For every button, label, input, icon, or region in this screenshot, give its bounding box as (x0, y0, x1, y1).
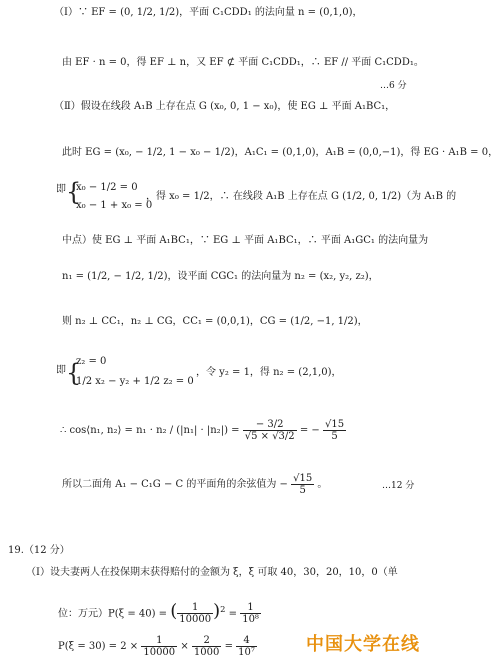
brace-1: { (66, 178, 82, 206)
sys1-eq-a: x₀ − 1/2 = 0 (76, 182, 138, 193)
watermark-logo: 中国大学在线 (306, 634, 420, 655)
cos-middle-den: √5 × √3/2 (244, 431, 295, 442)
part1-score: …6 分 (380, 81, 407, 91)
q19-line3-frac2-num: 2 (192, 635, 221, 647)
final-suffix: 。 (317, 479, 328, 490)
brace-2: { (66, 359, 82, 387)
q19-exponent: 2 (220, 604, 226, 614)
part1-line1: （Ⅰ）∵ EF = (0, 1/2, 1/2)，平面 C₁CDD₁ 的法向量 n = (0,1,0)， (54, 7, 363, 18)
part2-line6: 则 n₂ ⊥ CC₁，n₂ ⊥ CG，CC₁ = (0,0,1)，CG = (1/2, −1, 1/2)， (62, 316, 368, 327)
q19-line2 (58, 594, 261, 629)
part2-score: …12 分 (382, 481, 415, 491)
paren-close: ) (213, 600, 221, 622)
q19-line3-prefix: P(ξ = 30) = 2 × (58, 641, 139, 652)
part2-line2: 此时 EG = (x₀, − 1/2, 1 − x₀ − 1/2)，A₁C₁ = (0,1,0)，A₁B = (0,0,−1)，得 EG · A₁B = 0， (62, 147, 498, 158)
cos-result-num: √15 (324, 419, 345, 430)
q19-line3-result (236, 635, 257, 658)
cos-middle-num: − 3/2 (243, 419, 297, 431)
final-prefix: 所以二面角 A₁ − C₁G − C 的平面角的余弦值为 − (62, 479, 288, 490)
final-den: 5 (299, 485, 306, 496)
cos-middle-fraction (243, 419, 297, 442)
system-label-2: 即 (56, 365, 66, 376)
q19-result-fraction (240, 602, 261, 625)
final-num: √15 (293, 473, 313, 484)
q19-line2-prefix: 位：万元）P(ξ = 40) = (58, 608, 168, 620)
q19-inner-num: 1 (177, 602, 213, 614)
q19-line3-times: × (180, 641, 189, 652)
q19-line3-frac1-den: 10000 (143, 647, 176, 658)
sys2-eq-b: 1/2 x₂ − y₂ + 1/2 z₂ = 0 (76, 376, 194, 387)
q19-result-den: 10⁸ (242, 614, 259, 626)
q19-inner-den: 10000 (179, 614, 212, 626)
cos-prefix: ∴ cos⟨n₁, n₂⟩ = n₁ · n₂ / (|n₁| · |n₂|) = (60, 425, 240, 436)
q19-line3-frac2 (192, 635, 221, 658)
q19-line1: （Ⅰ）设夫妻两人在投保期末获得赔付的金额为 ξ，ξ 可取 40，30，20，10，0（单 (26, 567, 398, 578)
cosine-formula (60, 416, 346, 446)
part2-line4: 中点）使 EG ⊥ 平面 A₁BC₁，∵ EG ⊥ 平面 A₁BC₁，∴ 平面 A₁GC₁ 的法向量为 (62, 235, 429, 246)
cos-result-fraction (323, 419, 346, 442)
q19-line3-result-den: 10⁷ (238, 647, 255, 658)
system-label-1: 即 (56, 184, 66, 195)
cos-result-den: 5 (331, 431, 338, 442)
q19-inner-fraction (177, 602, 213, 625)
q19-result-num: 1 (240, 602, 261, 614)
cos-eq: = − (299, 425, 320, 436)
q19-line3-result-num: 4 (236, 635, 257, 647)
sys1-tail: ，得 x₀ = 1/2，∴ 在线段 A₁B 上存在点 G (1/2, 0, 1/2)（为 A₁B 的 (146, 191, 457, 202)
q19-line3-frac1 (141, 635, 177, 658)
q19-line2-eq: = (228, 608, 238, 620)
part1-line2: 由 EF · n = 0，得 EF ⊥ n，又 EF ⊄ 平面 C₁CDD₁，∴ EF // 平面 C₁CDD₁。 (62, 57, 424, 68)
part2-line1: （Ⅱ）假设在线段 A₁B 上存在点 G (x₀, 0, 1 − x₀)，使 EG ⊥ 平面 A₁BC₁， (54, 101, 396, 112)
sys2-eq-a: z₂ = 0 (76, 356, 107, 367)
final-answer (62, 472, 327, 498)
q19-line3-eq: = (224, 641, 233, 652)
final-fraction (291, 473, 314, 496)
q19-line3-frac2-den: 1000 (193, 647, 220, 658)
q19-line3 (58, 632, 257, 662)
part2-line5: n₁ = (1/2, − 1/2, 1/2)，设平面 CGC₁ 的法向量为 n₂ = (x₂, y₂, z₂)， (62, 271, 379, 282)
q19-line3-frac1-num: 1 (141, 635, 177, 647)
sys1-eq-b: x₀ − 1 + x₀ = 0 (76, 200, 153, 211)
paren-open: ( (170, 600, 178, 622)
q19-header: 19.（12 分） (8, 545, 70, 556)
sys2-tail: ，令 y₂ = 1，得 n₂ = (2,1,0)， (196, 367, 342, 378)
